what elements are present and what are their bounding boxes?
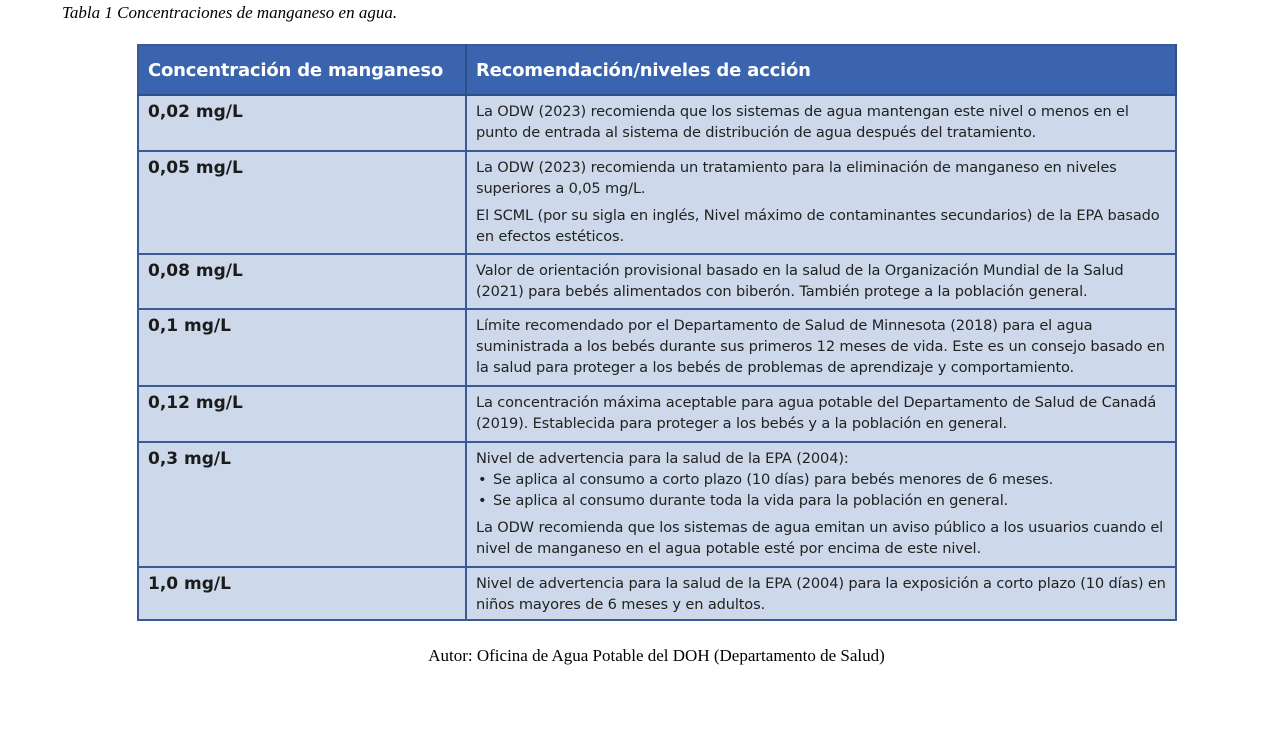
- table-row: [138, 254, 1176, 309]
- recommendation-cell: [466, 95, 1176, 151]
- recommendation-text: La ODW (2023) recomienda que los sistemas de agua mantengan este nivel o menos en el punto de entrada al sistema de distribución de agua después del tratamiento.: [476, 103, 1129, 141]
- concentration-cell: 0,3 mg/L: [138, 442, 466, 567]
- recommendation-cell: [466, 151, 1176, 254]
- concentration-cell: 0,08 mg/L: [138, 254, 466, 309]
- recommendation-cell: [466, 442, 1176, 567]
- concentration-cell: 0,12 mg/L: [138, 386, 466, 442]
- manganese-table: [137, 44, 1177, 621]
- recommendation-text: Nivel de advertencia para la salud de la EPA (2004) para la exposición a corto plazo (10 días) en niños mayores de 6 meses y en adultos.: [476, 575, 1166, 613]
- table-row: [138, 151, 1176, 254]
- table-row: [138, 309, 1176, 386]
- recommendation-cell: [466, 386, 1176, 442]
- table-row: [138, 567, 1176, 620]
- recommendation-text: La ODW (2023) recomienda un tratamiento para la eliminación de manganeso en niveles superiores a 0,05 mg/L.: [476, 159, 1117, 197]
- table-row: [138, 95, 1176, 151]
- source-attribution: Autor: Oficina de Agua Potable del DOH (Departamento de Salud): [428, 646, 885, 665]
- recommendation-text: Límite recomendado por el Departamento de Salud de Minnesota (2018) para el agua suministrada a los bebés durante sus primeros 12 meses de vida. Este es un consejo basado en la salud para proteger a los bebés de problemas de aprendizaje y comportamiento.: [476, 317, 1165, 376]
- bullet-item: • Se aplica al consumo durante toda la vida para la población en general.: [476, 490, 1166, 511]
- bullet-list: [476, 469, 1166, 511]
- table-row: [138, 386, 1176, 442]
- recommendation-intro: Nivel de advertencia para la salud de la EPA (2004):: [476, 450, 849, 467]
- recommendation-text: La ODW recomienda que los sistemas de agua emitan un aviso público a los usuarios cuando el nivel de manganeso en el agua potable esté por encima de este nivel.: [476, 519, 1164, 557]
- manganese-table-container: [137, 44, 1175, 621]
- table-row: [138, 442, 1176, 567]
- recommendation-cell: [466, 567, 1176, 620]
- table-header-row: [138, 45, 1176, 95]
- recommendation-text: La concentración máxima aceptable para agua potable del Departamento de Salud de Canadá (2019). Establecida para proteger a los bebés y a la población en general.: [476, 394, 1157, 432]
- concentration-cell: 0,1 mg/L: [138, 309, 466, 386]
- concentration-cell: 0,02 mg/L: [138, 95, 466, 151]
- recommendation-text: Valor de orientación provisional basado en la salud de la Organización Mundial de la Salud (2021) para bebés alimentados con biberón. También protege a la población general.: [476, 262, 1124, 300]
- concentration-cell: 0,05 mg/L: [138, 151, 466, 254]
- header-recommendation: Recomendación/niveles de acción: [466, 45, 1176, 95]
- recommendation-text: El SCML (por su sigla en inglés, Nivel máximo de contaminantes secundarios) de la EPA basado en efectos estéticos.: [476, 207, 1160, 245]
- header-concentration: Concentración de manganeso: [138, 45, 466, 95]
- recommendation-cell: [466, 309, 1176, 386]
- bullet-item: • Se aplica al consumo a corto plazo (10 días) para bebés menores de 6 meses.: [476, 469, 1166, 490]
- concentration-cell: 1,0 mg/L: [138, 567, 466, 620]
- recommendation-cell: [466, 254, 1176, 309]
- table-caption: Tabla 1 Concentraciones de manganeso en agua.: [62, 3, 398, 22]
